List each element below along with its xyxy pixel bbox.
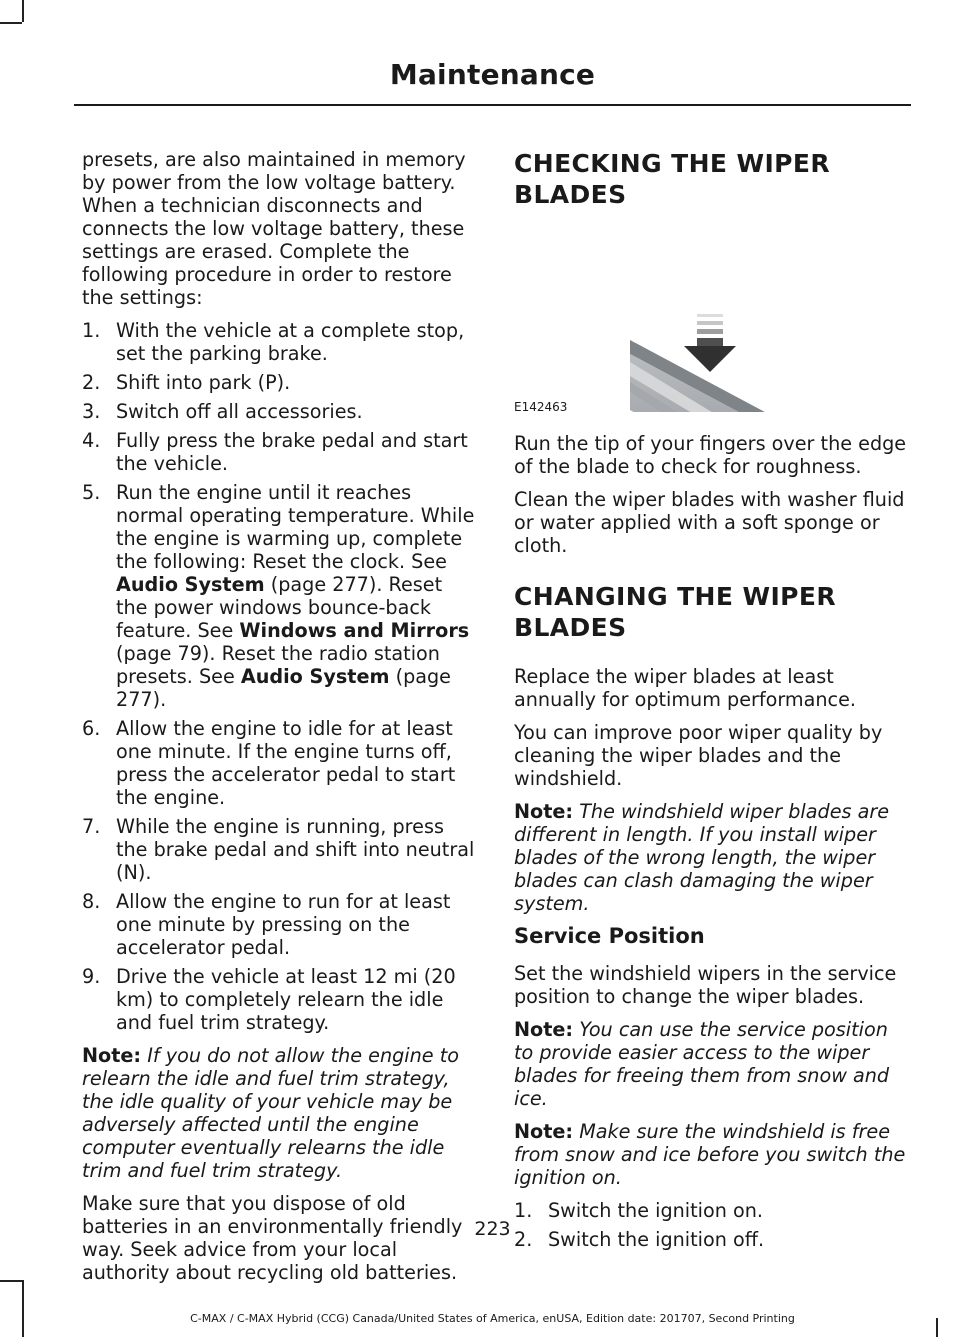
change-paragraph-1: Replace the wiper blades at least annually for optimum performance. [514, 665, 856, 711]
idle-relearn-note: Note: If you do not allow the engine to relearn the idle and fuel trim strategy, the idle quality of your vehicle may be adversely affected until the engine computer eventually relearns the idle trim and fuel trim strategy. [82, 1044, 459, 1182]
crop-mark-bottom-left-v [22, 1280, 24, 1337]
list-item: 5. Run the engine until it reaches normal operating temperature. While the engine is warming up, complete the following: Reset the clock. See Audio System (page 277). Reset the power windows bounce-back feature. See Windows and Mirrors (page 79). Reset the radio station presets. See Audio System (page 277). [82, 481, 475, 711]
arrow-stripe [697, 329, 723, 334]
changing-wiper-blades-heading: CHANGING THE WIPER BLADES [514, 582, 836, 642]
service-access-note: Note: You can use the service position to provide easier access to the wiper blades for freeing them from snow and ice. [514, 1018, 890, 1110]
intro-paragraph: presets, are also maintained in memory by power from the low voltage battery. When a technician disconnects and connects the low voltage battery, these settings are erased. Complete the following procedure in order to restore the settings: [82, 148, 466, 309]
crop-mark-bottom-left-h [0, 1280, 22, 1282]
arrow-stripe [697, 321, 723, 325]
edition-footer: C-MAX / C-MAX Hybrid (CCG) Canada/United States of America, enUSA, Edition date: 201707, Second Printing [190, 1312, 795, 1325]
right-column [514, 148, 910, 1261]
list-item: 8. Allow the engine to run for at least one minute by pressing on the accelerator pedal. [82, 890, 451, 959]
arrow-stripe [697, 338, 723, 346]
wiper-blade-drawing [514, 232, 910, 412]
list-item: 7. While the engine is running, press the brake pedal and shift into neutral (N). [82, 815, 475, 884]
list-item: 6. Allow the engine to idle for at least one minute. If the engine turns off, press the accelerator pedal to start the engine. [82, 717, 456, 809]
xref-audio-system[interactable]: Audio System [240, 665, 390, 688]
battery-disposal-paragraph: Make sure that you dispose of old batteries in an environmentally friendly way. Seek advice from your local authority about recycling old batteries. [82, 1192, 463, 1284]
check-paragraph-2: Clean the wiper blades with washer fluid or water applied with a soft sponge or cloth. [514, 488, 905, 557]
list-item: 4. Fully press the brake pedal and start the vehicle. [82, 429, 468, 475]
list-item: 9. Drive the vehicle at least 12 mi (20 km) to completely relearn the idle and fuel trim strategy. [82, 965, 456, 1034]
change-paragraph-2: You can improve poor wiper quality by cleaning the wiper blades and the windshield. [514, 721, 883, 790]
list-item: 1. Switch the ignition on. [514, 1199, 763, 1222]
service-position-heading: Service Position [514, 924, 705, 948]
crop-mark-top-left-h [0, 22, 22, 24]
restore-steps-list [82, 319, 478, 1034]
arrow-stripe [697, 314, 723, 317]
xref-windows-and-mirrors[interactable]: Windows and Mirrors [239, 619, 470, 642]
list-item: 2. Shift into park (P). [82, 371, 291, 394]
page-header-title: Maintenance [389, 58, 596, 91]
service-paragraph: Set the windshield wipers in the service position to change the wiper blades. [514, 962, 897, 1008]
down-arrow-icon [684, 346, 736, 372]
list-item: 1. With the vehicle at a complete stop, set the parking brake. [82, 319, 465, 365]
check-paragraph-1: Run the tip of your fingers over the edge of the blade to check for roughness. [514, 432, 907, 478]
wiper-blade-illustration [514, 232, 910, 412]
left-column [82, 148, 478, 1294]
xref-audio-system[interactable]: Audio System [116, 573, 265, 596]
checking-wiper-blades-heading: CHECKING THE WIPER BLADES [514, 149, 831, 209]
list-item: 3. Switch off all accessories. [82, 400, 363, 423]
crop-mark-top-left-v [22, 0, 24, 22]
header-divider [74, 104, 911, 106]
figure-id-label: E142463 [514, 400, 568, 414]
snow-ice-note: Note: Make sure the windshield is free from snow and ice before you switch the ignition on. [514, 1120, 906, 1189]
list-item: 2. Switch the ignition off. [514, 1228, 765, 1251]
blade-length-note: Note: The windshield wiper blades are different in length. If you install wiper blades of the wrong length, the wiper blades can clash damaging the wiper system. [514, 800, 890, 915]
page-number: 223 [474, 1218, 511, 1240]
